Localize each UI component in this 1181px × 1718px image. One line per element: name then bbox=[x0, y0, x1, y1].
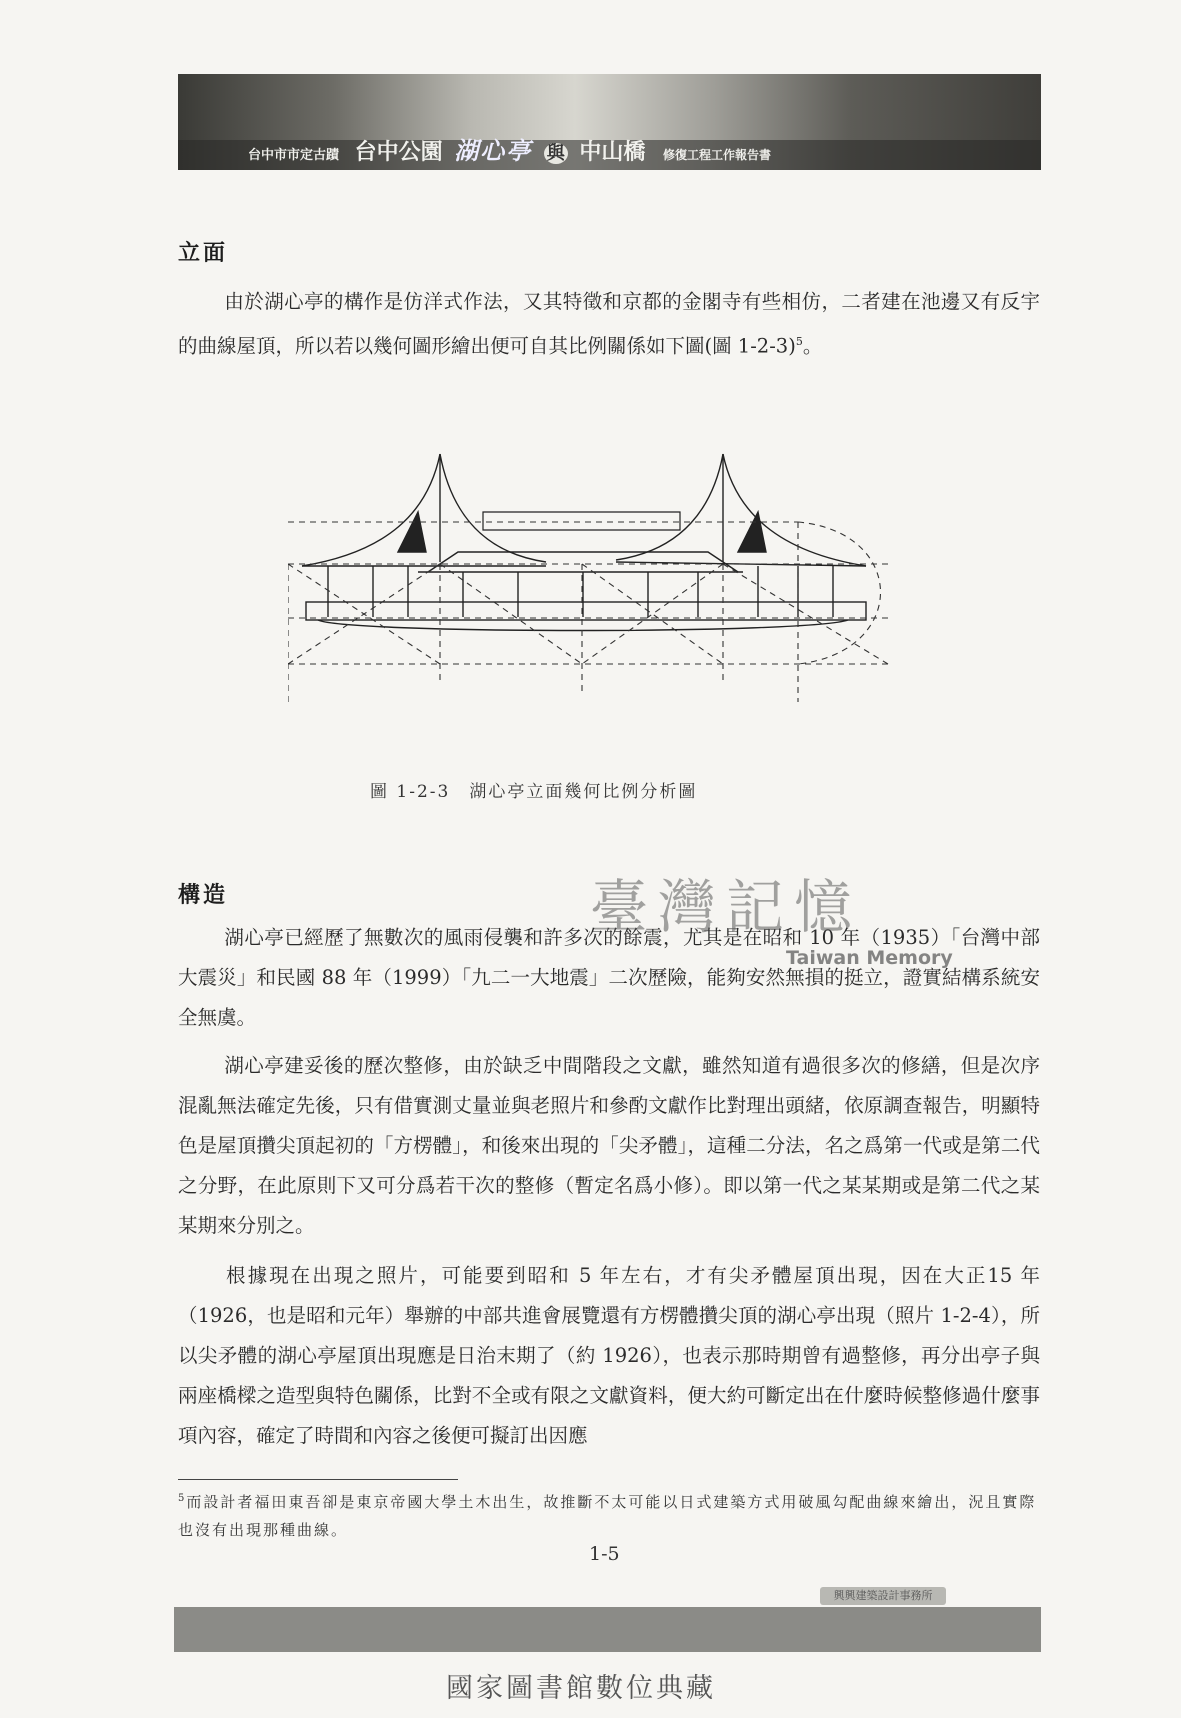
facade-text: 由於湖心亭的構作是仿洋式作法，又其特徵和京都的金閣寺有些相仿，二者建在池邊又有反宇的曲線屋頂，所以若以幾何圖形繪出便可自其比例關係如下圖(圖 1-2-3) bbox=[178, 290, 1040, 358]
pavilion-elevation-diagram bbox=[288, 452, 968, 752]
guide-arc bbox=[798, 522, 881, 664]
header-title bbox=[248, 131, 771, 166]
paragraph-3 bbox=[178, 1256, 1040, 1456]
header-title-callig: 湖心亭 bbox=[454, 136, 533, 165]
watermark-zh: 臺灣記憶 bbox=[590, 873, 863, 941]
left-roof-right bbox=[440, 454, 546, 562]
header-prefix: 台中市市定古蹟 bbox=[248, 148, 340, 163]
guide-diag-6 bbox=[723, 564, 888, 664]
header-banner bbox=[178, 74, 1041, 170]
left-gable bbox=[398, 512, 426, 552]
base-curve bbox=[318, 620, 848, 631]
right-roof-left bbox=[616, 454, 723, 560]
guide-diag-3 bbox=[440, 564, 582, 664]
right-gable bbox=[738, 512, 766, 552]
paragraph-3-text: 根據現在出現之照片，可能要到昭和 5 年左右，才有尖矛體屋頂出現，因在大正15 年（1926，也是昭和元年）舉辦的中部共進會展覽還有方楞體攢尖頂的湖心亭出現（照片 1-2-4），所以尖矛體的湖心亭屋頂出現應是日治末期了（約 1926），也表示那時期曾有過整修，再分出亭子與兩座橋樑之造型與特色關係，比對不全或有限之文獻資料，便大約可斷定出在什麼時候整修過什麼事項內容，確定了時間和內容之後便可擬訂出因應 bbox=[178, 1264, 1040, 1447]
page-number: 1-5 bbox=[589, 1543, 620, 1565]
railing bbox=[306, 602, 866, 620]
footnote bbox=[178, 1485, 1040, 1544]
header-conj: 與 bbox=[544, 143, 568, 164]
footnote-number: 5 bbox=[178, 1493, 187, 1504]
footnote-text: 而設計者福田東吾卻是東京帝國大學土木出生，故推斷不太可能以日式建築方式用破風勾配曲線來繪出，況且實際也沒有出現那種曲線。 bbox=[178, 1493, 1037, 1539]
center-roof bbox=[483, 512, 680, 530]
footnote-divider bbox=[178, 1479, 458, 1480]
footer-label: 興興建築設計事務所 bbox=[820, 1587, 946, 1605]
paragraph-facade bbox=[178, 282, 1040, 367]
archive-label: 國家圖書館數位典藏 bbox=[446, 1673, 716, 1704]
section-heading-structure: 構造 bbox=[178, 882, 229, 908]
center-roof-lower bbox=[428, 552, 738, 572]
header-title-main: 台中公園 bbox=[354, 139, 443, 165]
section-heading-facade: 立面 bbox=[178, 240, 229, 266]
footer-bar bbox=[174, 1607, 1041, 1652]
paragraph-1-text: 湖心亭已經歷了無數次的風雨侵襲和許多次的餘震，尤其是在昭和 10 年（1935）「台灣中部大震災」和民國 88 年（1999）「九二一大地震」二次歷險，能夠安然無損的挺立，證實結構系統安全無虞。 bbox=[178, 926, 1040, 1029]
header-title-bridge: 中山橋 bbox=[579, 139, 646, 165]
facade-end: 。 bbox=[802, 334, 823, 358]
header-subtitle: 修復工程工作報告書 bbox=[662, 148, 771, 162]
paragraph-2-text: 湖心亭建妥後的歷次整修，由於缺乏中間階段之文獻，雖然知道有過很多次的修繕，但是次序混亂無法確定先後，只有借實測丈量並與老照片和參酌文獻作比對理出頭緒，依原調查報告，明顯特色是屋頂攢尖頂起初的「方楞體」，和後來出現的「尖矛體」，這種二分法，名之爲第一代或是第二代之分野，在此原則下又可分爲若干次的整修（暫定名爲小修）。即以第一代之某某期或是第二代之某某期來分別之。 bbox=[178, 1054, 1040, 1237]
paragraph-2 bbox=[178, 1046, 1040, 1246]
watermark-en: Taiwan Memory bbox=[786, 947, 953, 969]
figure-caption: 圖 1-2-3 湖心亭立面幾何比例分析圖 bbox=[370, 782, 698, 802]
footnote-ref: 5 bbox=[795, 335, 803, 348]
